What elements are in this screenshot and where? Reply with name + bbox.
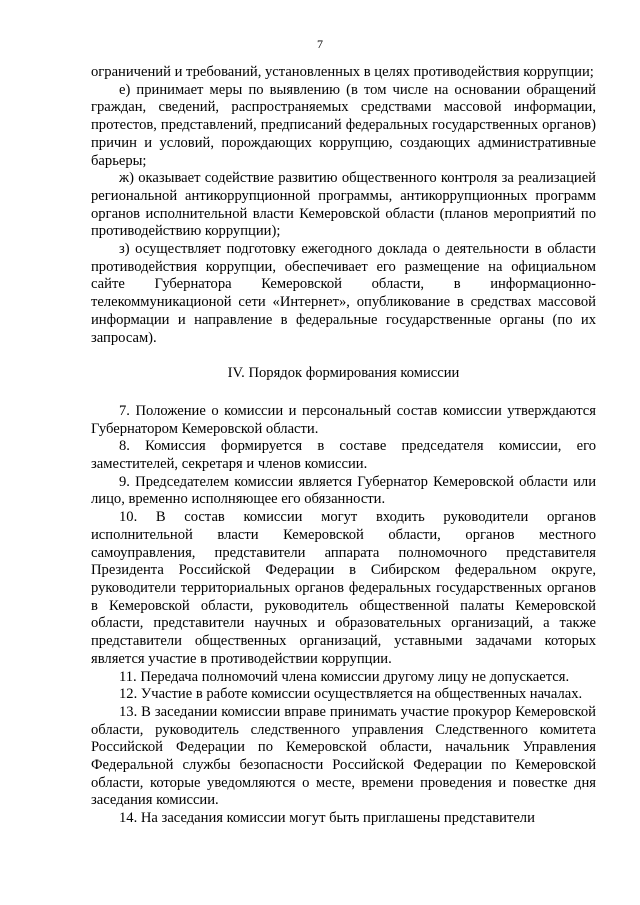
paragraph-clause-11: 11. Передача полномочий члена комиссии другому лицу не допускается. [119,668,570,685]
paragraph-clause-12: 12. Участие в работе комиссии осуществляется на общественных началах. [119,686,583,703]
paragraph-clause-7: 7. Положение о комиссии и персональный состав комиссии утверждаются Губернатором Кемеровской области. [91,402,596,437]
paragraph-clause-8: 8. Комиссия формируется в составе председателя комиссии, его заместителей, секретаря и членов комиссии. [91,438,596,473]
paragraph-clause-10: 10. В состав комиссии могут входить руководители органов исполнительной власти Кемеровской области, органов местного самоуправления, представители аппарата полномочного представителя Президента Российской Федерации в Сибирском федеральном округе, руководители территориальных органов федеральных государственных органов в Кемеровской области, руководитель общественной палаты Кемеровской области, представители научных и образовательных организаций, а также представители общественных организаций, уставными задачами которых является участие в противодействии коррупции. [91,509,596,667]
document-body [91,64,596,828]
paragraph-continuation: ограничений и требований, установленных в целях противодействия коррупции; [91,64,594,80]
paragraph-item-e: е) принимает меры по выявлению (в том числе на основании обращений граждан, сведений, распространяемых средствами массовой информации, протестов, представлений, предписаний федеральных государственных органов) причин и условий, порождающих коррупцию, создающих административные барьеры; [91,81,596,169]
paragraph-item-zh: ж) оказывает содействие развитию общественного контроля за реализацией региональной антикоррупционной программы, антикоррупционных программ органов исполнительной власти Кемеровской области (планов мероприятий по противодействию коррупции); [91,170,596,240]
page-number: 7 [317,37,323,51]
paragraph-clause-13: 13. В заседании комиссии вправе принимать участие прокурор Кемеровской области, руководитель следственного управления Следственного комитета Российской Федерации по Кемеровской области, начальник Управления Федеральной службы безопасности Российской Федерации по Кемеровской области, которые уведомляются о месте, времени проведения и повестке дня заседания комиссии. [91,703,596,809]
section-heading: IV. Порядок формирования комиссии [227,365,460,382]
paragraph-item-z: з) осуществляет подготовку ежегодного доклада о деятельности в области противодействия коррупции, обеспечивает его размещение на официальном сайте Губернатора Кемеровской области, в информационно-телекоммуникационой сети «Интернет», опубликование в средствах массовой информации и направление в федеральные государственные органы (по их запросам). [91,241,596,346]
paragraph-clause-14: 14. На заседания комиссии могут быть приглашены представители [119,810,535,827]
paragraph-clause-9: 9. Председателем комиссии является Губернатор Кемеровской области или лицо, временно исполняющее его обязанности. [91,473,596,508]
